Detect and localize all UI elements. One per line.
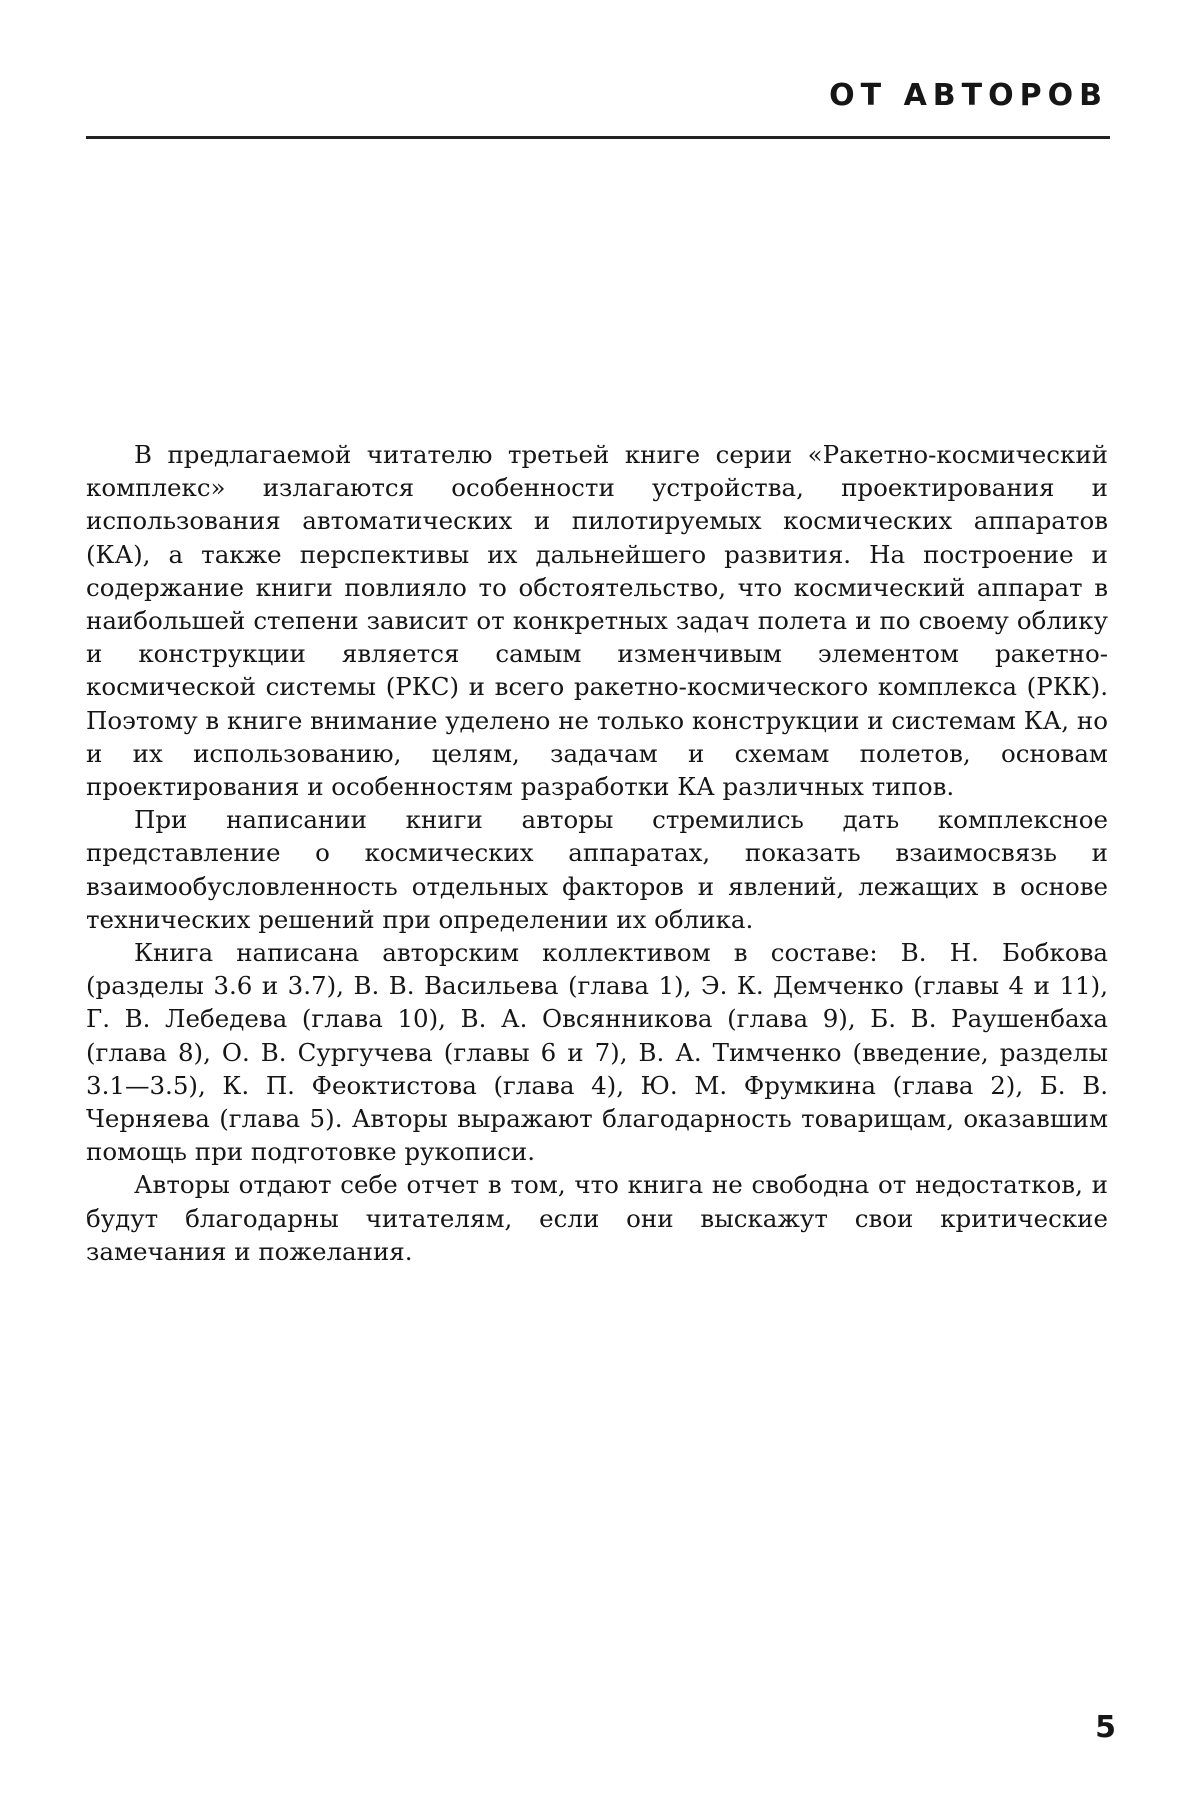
page-number: 5	[1095, 1710, 1116, 1745]
paragraph-1: В предлагаемой читателю третьей книге серии «Ракетно-космический комплекс» излагаются особенности устройства, проектирования и использования автоматических и пилотируемых космических аппаратов (КА), а также перспективы их дальнейшего развития. На построение и содержание книги повлияло то обстоятельство, что космический аппарат в наибольшей степени зависит от конкретных задач полета и по своему облику и конструкции является самым изменчивым элементом ракетно-космической системы (РКС) и всего ракетно-космического комплекса (РКК). Поэтому в книге внимание уделено не только конструкции и системам КА, но и их использованию, целям, задачам и схемам полетов, основам проектирования и особенностям разработки КА различных типов.	[86, 440, 1108, 802]
paragraph-2: При написании книги авторы стремились дать комплексное представление о космических аппаратах, показать взаимосвязь и взаимообусловленность отдельных факторов и явлений, лежащих в основе технических решений при определении их облика.	[86, 805, 1108, 934]
body-text	[86, 438, 1108, 1268]
paragraph-4: Авторы отдают себе отчет в том, что книга не свободна от недостатков, и будут благодарны читателям, если они выскажут свои критические замечания и пожелания.	[86, 1170, 1108, 1266]
running-head: ОТ АВТОРОВ	[829, 78, 1108, 113]
paragraph-3: Книга написана авторским коллективом в составе: В. Н. Бобкова (разделы 3.6 и 3.7), В. В. Васильева (глава 1), Э. К. Демченко (главы 4 и 11), Г. В. Лебедева (глава 10), В. А. Овсянникова (глава 9), Б. В. Раушенбаха (глава 8), О. В. Сургучева (главы 6 и 7), В. А. Тимченко (введение, разделы 3.1—3.5), К. П. Феоктистова (глава 4), Ю. М. Фрумкина (глава 2), Б. В. Черняева (глава 5). Авторы выражают благодарность товарищам, оказавшим помощь при подготовке рукописи.	[86, 938, 1108, 1167]
header-rule	[86, 136, 1110, 139]
